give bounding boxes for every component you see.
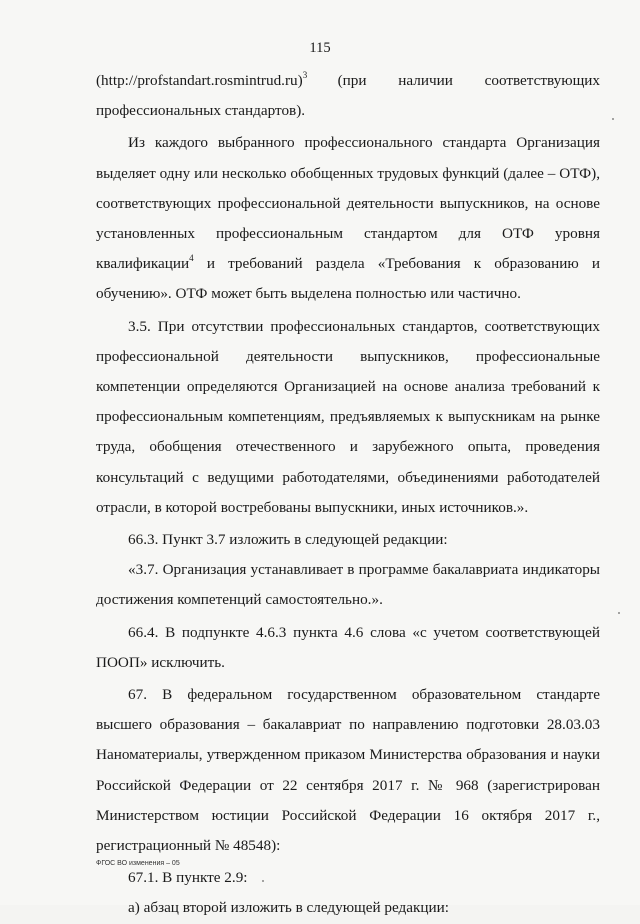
paragraph-3-5: 3.5. При отсутствии профессиональных стандартов, соответствующих профессиональной деятельности выпускников, профессиональные компетенции определяются Организацией на основе анализа требований к профессиональным компетенциям, предъявляемых к выпускникам на рынке труда, обобщения отечественного и зарубежного опыта, проведения консультаций с ведущими работодателями, объединениями работодателей отрасли, в которой востребованы выпускники, иных источников.». xyxy=(96,317,600,516)
paragraph-66-3: 66.3. Пункт 3.7 изложить в следующей редакции: xyxy=(128,531,448,549)
paragraph-text: Из каждого выбранного профессионального стандарта Организация выделяет одну или несколько обобщенных трудовых функций (далее – ОТФ), соответствующих профессиональной деятельности выпускников, на основе установленных профессиональным стандартом для ОТФ уровня квалификации xyxy=(96,134,600,273)
scan-speck xyxy=(618,612,620,614)
paragraph-66-4: 66.4. В подпункте 4.6.3 пункта 4.6 слова «с учетом соответствующей ПООП» исключить. xyxy=(96,623,600,671)
page-number: 115 xyxy=(309,40,331,56)
paragraph-3-7-quote: «3.7. Организация устанавливает в программе бакалавриата индикаторы достижения компетенций самостоятельно.». xyxy=(96,561,600,609)
document-body xyxy=(96,66,600,924)
footnote-ref-4: 4 xyxy=(189,253,194,264)
scan-speck xyxy=(612,118,614,120)
paragraph-otf xyxy=(96,128,600,309)
page-footer: ФГОС ВО изменения – 05 xyxy=(96,860,180,867)
profstandart-url: (http://profstandart.rosmintrud.ru) xyxy=(96,72,303,89)
paragraph-67-1: 67.1. В пункте 2.9: xyxy=(128,869,248,887)
footnote-ref-3: 3 xyxy=(302,69,308,80)
paragraph-text: (при наличии соответствующих профессиональных стандартов). xyxy=(96,72,600,120)
paragraph-a: а) абзац второй изложить в следующей редакции: xyxy=(128,899,450,917)
paragraph-67: 67. В федеральном государственном образовательном стандарте высшего образования – бакалавриат по направлению подготовки 28.03.03 Наноматериалы, утвержденном приказом Министерства образования и науки Российской Федерации от 22 сентября 2017 г. № 968 (зарегистрирован Министерством юстиции Российской Федерации 16 октября 2017 г., регистрационный № 48548): xyxy=(96,686,600,855)
paragraph-url-continuation xyxy=(96,66,600,126)
scan-speck xyxy=(262,880,264,882)
paragraph-text: и требований раздела «Требования к образованию и обучению». ОТФ может быть выделена полностью или частично. xyxy=(96,255,601,303)
